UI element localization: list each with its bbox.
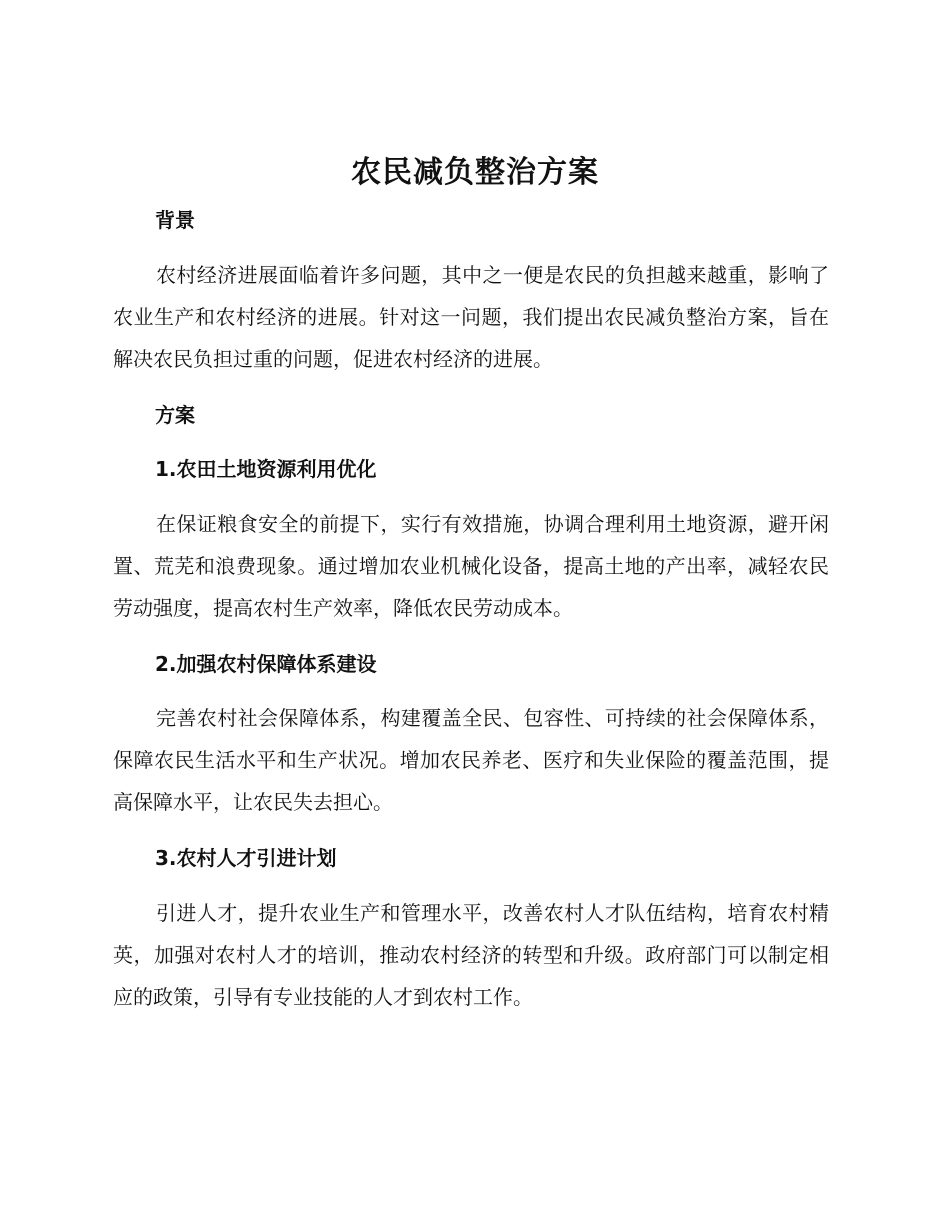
paragraph-land-resource: 在保证粮食安全的前提下，实行有效措施，协调合理利用土地资源，避开闲置、荒芜和浪费现象。通过增加农业机械化设备，提高土地的产出率，减轻农民劳动强度，提高农村生产效率，降低农民劳动成本。 xyxy=(113,512,829,620)
paragraph-security-system: 完善农村社会保障体系，构建覆盖全民、包容性、可持续的社会保障体系，保障农民生活水平和生产状况。增加农民养老、医疗和失业保险的覆盖范围，提高保障水平，让农民失去担心。 xyxy=(113,706,829,814)
document-title: 农民减负整治方案 xyxy=(351,155,599,190)
subheading-land-resource: 1.农田土地资源利用优化 xyxy=(155,457,377,481)
section-heading-plan: 方案 xyxy=(155,403,195,427)
section-heading-background: 背景 xyxy=(155,208,195,232)
paragraph-background: 农村经济进展面临着许多问题，其中之一便是农民的负担越来越重，影响了农业生产和农村经济的进展。针对这一问题，我们提出农民减负整治方案，旨在解决农民负担过重的问题，促进农村经济的进展。 xyxy=(113,263,829,371)
subheading-security-system: 2.加强农村保障体系建设 xyxy=(155,652,377,676)
subheading-talent-plan: 3.农村人才引进计划 xyxy=(155,846,337,870)
paragraph-talent-plan: 引进人才，提升农业生产和管理水平，改善农村人才队伍结构，培育农村精英，加强对农村人才的培训，推动农村经济的转型和升级。政府部门可以制定相应的政策，引导有专业技能的人才到农村工作。 xyxy=(113,901,829,1009)
